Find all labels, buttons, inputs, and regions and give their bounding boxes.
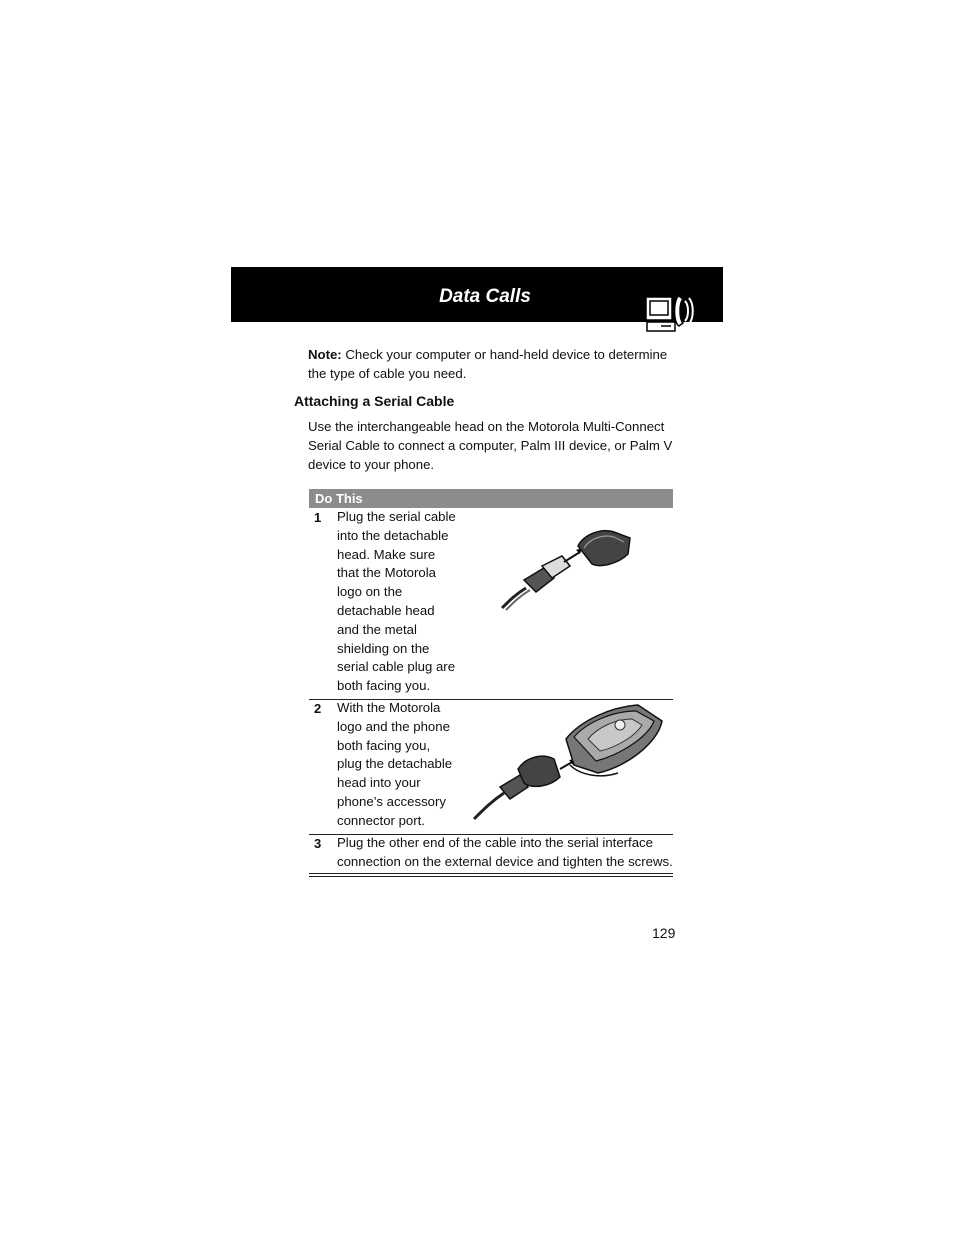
table-bottom-rule [309, 873, 673, 874]
step-2-number: 2 [314, 701, 322, 716]
step-2-text: With the Motorola logo and the phone both facing you, plug the detachable head into your phone’s accessory connector port. [337, 700, 453, 828]
section-intro: Use the interchangeable head on the Motorola Multi-Connect Serial Cable to connect a computer, Palm III device, or Palm V device to your phone. [308, 419, 673, 472]
note-label: Note: [308, 347, 342, 362]
step-3-text: Plug the other end of the cable into the serial interface connection on the external device and tighten the screws. [337, 835, 673, 869]
chapter-title: Data Calls [439, 286, 531, 307]
step-1-number: 1 [314, 510, 322, 525]
section-heading: Attaching a Serial Cable [294, 393, 455, 409]
note-text: Check your computer or hand-held device to determine the type of cable you need. [308, 347, 668, 381]
step-1-text: Plug the serial cable into the detachable head. Make sure that the Motorola logo on the detachable head and the metal shielding on the serial cable plug are both facing you. [337, 509, 456, 694]
cable-into-head-illustration [498, 524, 638, 619]
step-3-number: 3 [314, 836, 322, 851]
note-paragraph [308, 346, 678, 384]
table-column-header: Do This [315, 491, 363, 506]
table-header [309, 489, 673, 508]
table-bottom-rule [309, 876, 673, 877]
head-into-phone-illustration [470, 703, 666, 828]
chapter-header [231, 267, 723, 322]
computer-phone-icon [645, 293, 695, 338]
page-number: 129 [652, 925, 676, 941]
